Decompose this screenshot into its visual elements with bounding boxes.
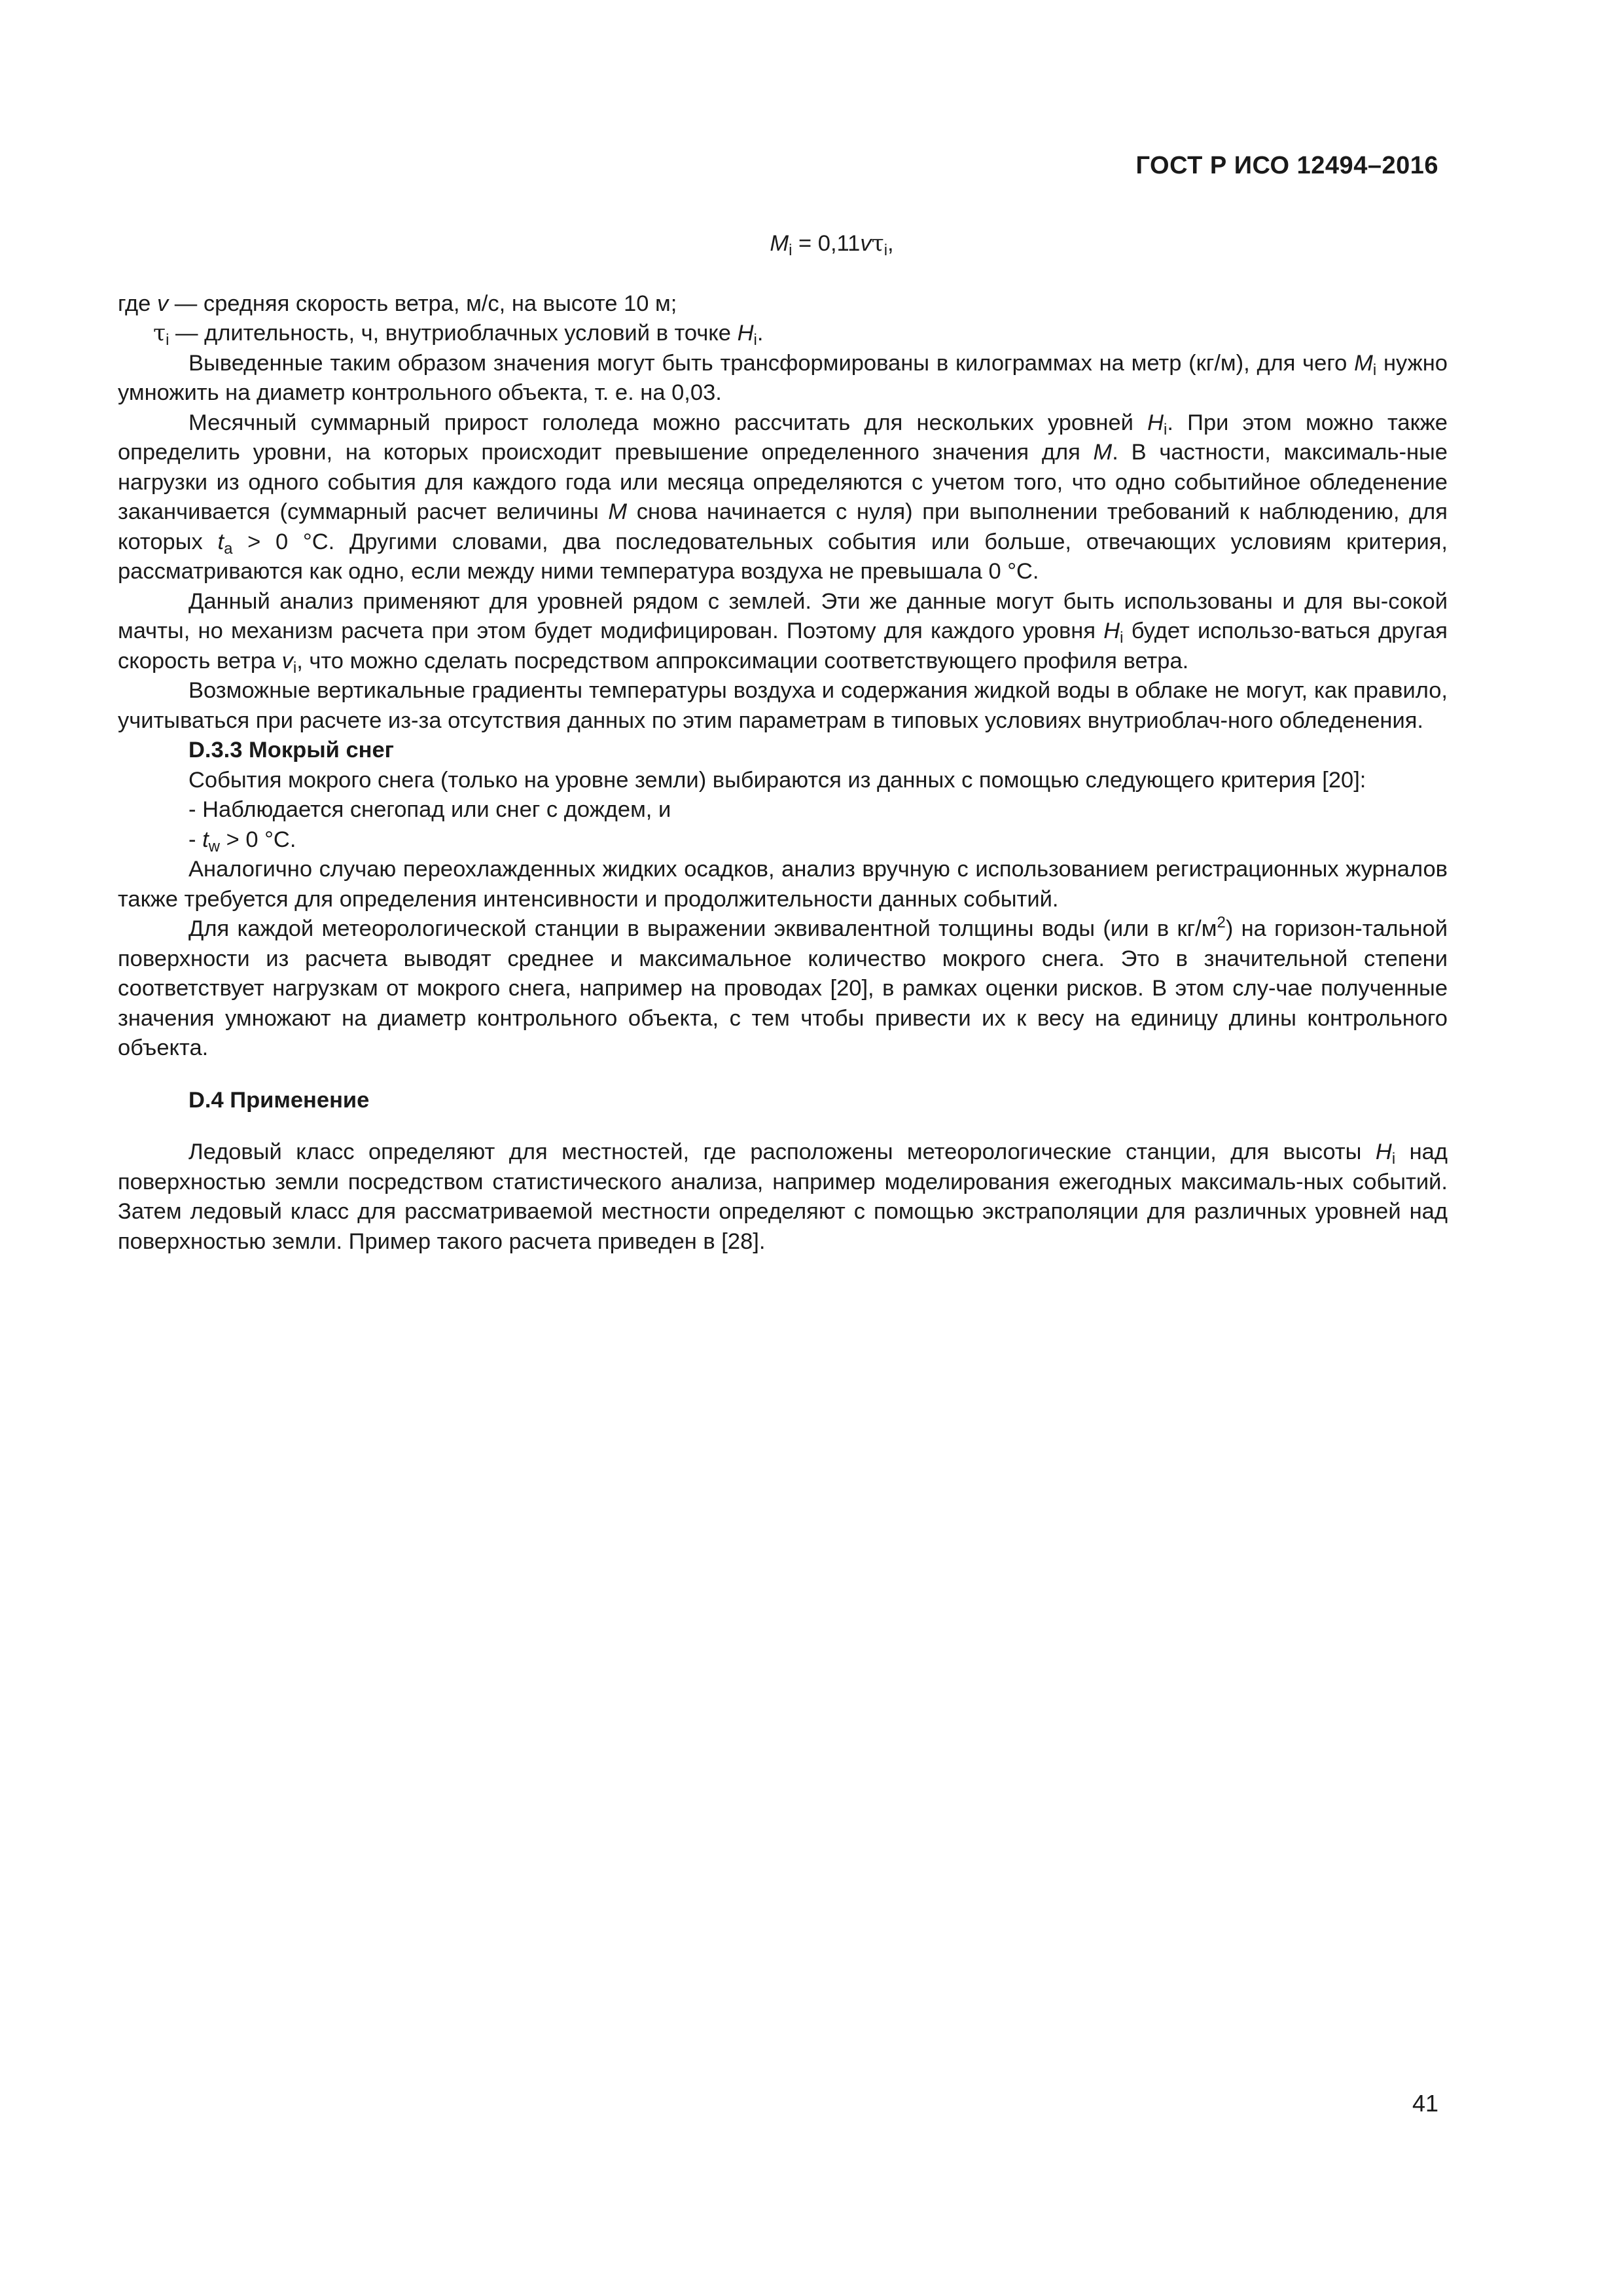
paragraph-water-equivalent: Для каждой метеорологической станции в выражении эквивалентной толщины воды (или в $кг/м^2$) на горизон-тальной поверхности из расчета выводят среднее и максимальное количество мокрого снега. Это в значительной степени соответствует нагрузкам от мокрого снега, например на проводах [20], в рамках оценки рисков. В этом слу-чае полученные значения умножают на диаметр контрольного объекта, с тем чтобы привести их к весу на единицу длины контрольного объекта. — [118, 914, 1448, 1060]
paragraph-manual-analysis: Аналогично случаю переохлажденных жидких осадков, анализ вручную с использованием регистрационных журналов также требуется для определения интенсивности и продолжительности данных событий. — [118, 857, 1448, 912]
where-line-v: где v — средняя скорость ветра, м/с, на высоте 10 м; — [118, 291, 677, 316]
list-item-snowfall: - Наблюдается снегопад или снег с дождем, и — [188, 797, 671, 822]
section-heading-d33: D.3.3 Мокрый снег — [188, 738, 395, 762]
document-header: ГОСТ Р ИСО 12494–2016 — [1135, 152, 1438, 179]
document-body — [118, 229, 1448, 1257]
paragraph-ground-levels: Данный анализ применяют для уровней рядом с землей. Эти же данные могут быть использованы и для вы-сокой мачты, но механизм расчета при этом будет модифицирован. Поэтому для каждого уровня $H_i$ будет использо-ваться другая скорость ветра $v_i$, что можно сделать посредством аппроксимации соответствующего профиля ветра. — [118, 588, 1448, 677]
paragraph-conversion: Выведенные таким образом значения могут быть трансформированы в килограммах на метр (кг/м), для чего $M_i$ нужно умножить на диаметр контрольного объекта, т. е. на 0,03. — [118, 350, 1448, 405]
paragraph-application: Ледовый класс определяют для местностей, где расположены метеорологические станции, для высоты $H_i$ над поверхностью земли посредством статистического анализа, например моделирования ежегодных максималь-ных событий. Затем ледовый класс для рассматриваемой местности определяют с помощью экстраполяции для различных уровней над поверхностью земли. Пример такого расчета приведен в [28]. — [118, 1139, 1448, 1254]
where-line-tau: $\tau_i$ — длительность, ч, внутриоблачных условий в точке $H_i$. — [153, 320, 764, 349]
formula-mi: $M_i = 0,11v\tau_i$, — [770, 230, 894, 259]
list-item-temperature: - $t_w > 0$ °С. — [188, 827, 296, 855]
paragraph-gradients: Возможные вертикальные градиенты температуры воздуха и содержания жидкой воды в облаке не могут, как правило, учитываться при расчете из-за отсутствия данных по этим параметрам в типовых условиях внутриоблач-ного обледенения. — [118, 678, 1448, 733]
page-number: 41 — [1412, 2090, 1438, 2117]
paragraph-monthly-accretion: Месячный суммарный прирост гололеда можно рассчитать для нескольких уровней $H_i$. При этом можно также определить уровни, на которых происходит превышение определенного значения для M. В частности, максималь-ные нагрузки из одного события для каждого года или месяца определяются с учетом того, что одно событийное обледенение заканчивается (суммарный расчет величины M снова начинается с нуля) при выполнении требований к наблюдению, для которых $t_a > 0$ °С. Другими словами, два последовательных события или больше, отвечающих условиям критерия, рассматриваются как одно, если между ними температура воздуха не превышала 0 °С. — [118, 410, 1448, 584]
section-heading-d4: D.4 Применение — [188, 1087, 370, 1113]
paragraph-wet-snow-intro: События мокрого снега (только на уровне земли) выбираются из данных с помощью следующего критерия [20]: — [188, 767, 1366, 793]
